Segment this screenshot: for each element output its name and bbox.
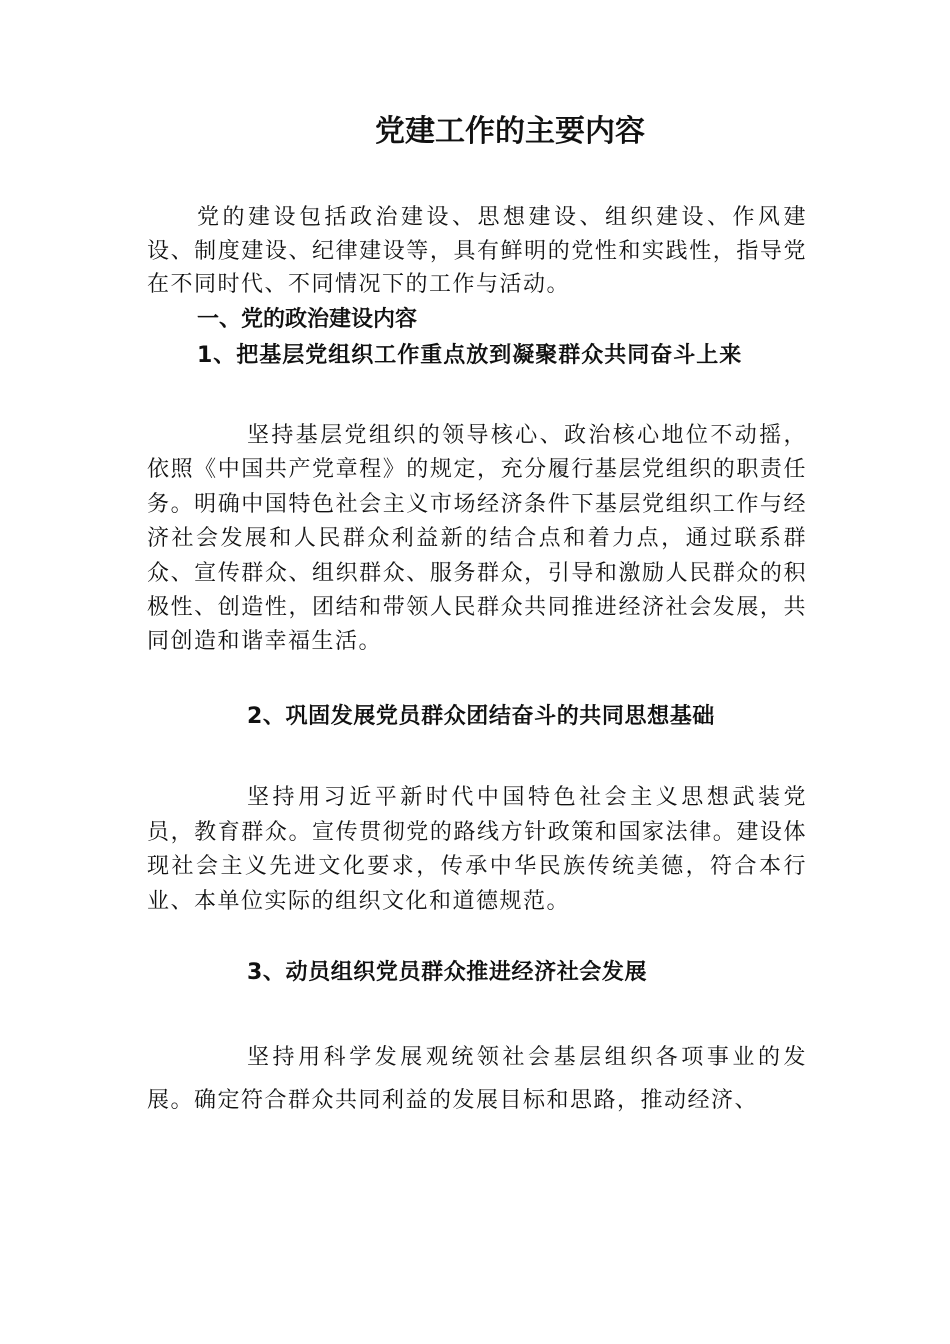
document-title: 党建工作的主要内容 (375, 114, 645, 149)
subsection-heading-1: 1、把基层党组织工作重点放到凝聚群众共同奋斗上来 (197, 343, 743, 368)
subsection-heading-3: 3、动员组织党员群众推进经济社会发展 (247, 960, 648, 985)
intro-paragraph: 党的建设包括政治建设、思想建设、组织建设、作风建设、制度建设、纪律建设等，具有鲜明的党性和实践性，指导党在不同时代、不同情况下的工作与活动。 (147, 205, 807, 297)
subsection-body-3: 坚持用科学发展观统领社会基层组织各项事业的发展。确定符合群众共同利益的发展目标和思路，推动经济、 (147, 1045, 807, 1113)
subsection-body-2: 坚持用习近平新时代中国特色社会主义思想武装党员，教育群众。宣传贯彻党的路线方针政策和国家法律。建设体现社会主义先进文化要求，传承中华民族传统美德，符合本行业、本单位实际的组织文化和道德规范。 (147, 785, 807, 914)
section-heading-political: 一、党的政治建设内容 (197, 307, 418, 332)
subsection-heading-2: 2、巩固发展党员群众团结奋斗的共同思想基础 (247, 704, 715, 729)
subsection-body-1: 坚持基层党组织的领导核心、政治核心地位不动摇，依照《中国共产党章程》的规定，充分履行基层党组织的职责任务。明确中国特色社会主义市场经济条件下基层党组织工作与经济社会发展和人民群众利益新的结合点和着力点，通过联系群众、宣传群众、组织群众、服务群众，引导和激励人民群众的积极性、创造性，团结和带领人民群众共同推进经济社会发展，共同创造和谐幸福生活。 (147, 423, 807, 655)
